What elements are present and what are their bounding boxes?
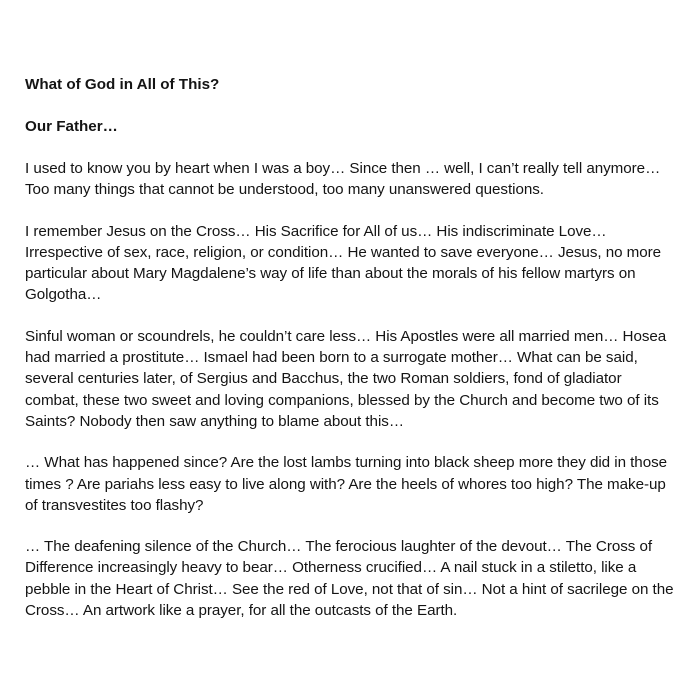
paragraph-3: Sinful woman or scoundrels, he couldn’t care less… His Apostles were all married men… Hosea had married a prostitute… Ismael had been born to a surrogate mother… What can be said, several centuries later, of Sergius and Bacchus, the two Roman soldiers, fond of gladiator combat, these two sweet and loving companions, blessed by the Church and become two of its Saints? Nobody then saw anything to blame about this… [25, 327, 667, 430]
document-body [25, 74, 679, 641]
paragraph-2: I remember Jesus on the Cross… His Sacrifice for All of us… His indiscriminate Love… Irrespective of sex, race, religion, or condition… He wanted to save everyone… Jesus, no more particular about Mary Magdalene’s way of life than about the morals of his fellow martyrs on Golgotha… [25, 222, 662, 304]
document-subtitle: Our Father… [25, 118, 118, 135]
paragraph-5: … The deafening silence of the Church… The ferocious laughter of the devout… The Cross of Difference increasingly heavy to bear… Otherness crucified… A nail stuck in a stiletto, like a pebble in the Heart of Christ… See the red of Love, not that of sin… Not a hint of sacrilege on the Cross… An artwork like a prayer, for all the outcasts of the Earth. [25, 538, 674, 620]
document-title: What of God in All of This? [25, 76, 220, 93]
paragraph-1: I used to know you by heart when I was a boy… Since then … well, I can’t really tell anymore… Too many things that cannot be understood, too many unanswered questions. [25, 160, 661, 199]
paragraph-4: … What has happened since? Are the lost lambs turning into black sheep more they did in those times ? Are pariahs less easy to live along with? Are the heels of whores too high? The make-up of transvestites too flashy? [25, 454, 668, 514]
